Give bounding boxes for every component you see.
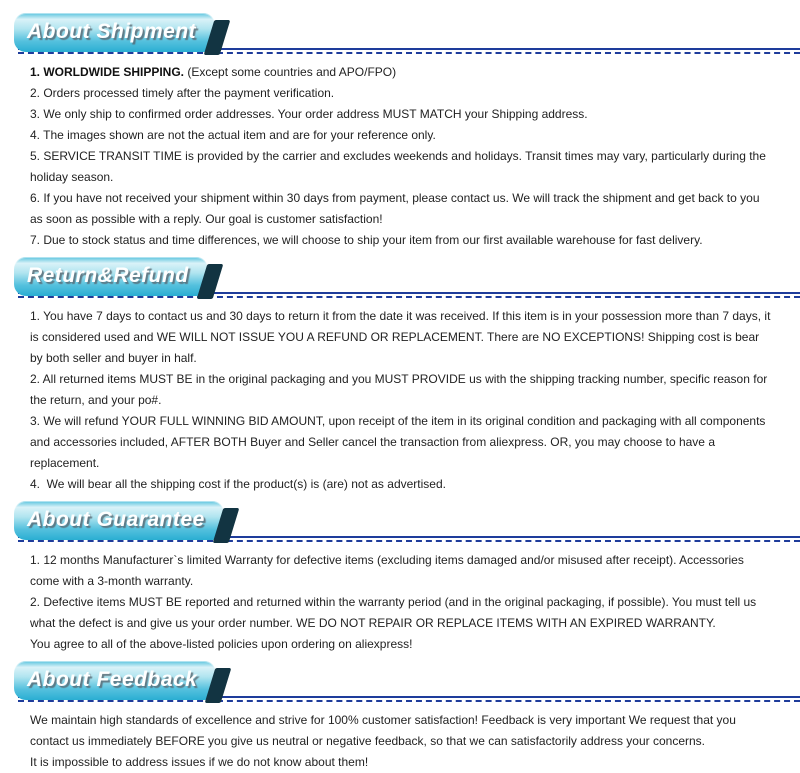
section-content-feedback — [30, 710, 774, 773]
policy-item: 3. We only ship to confirmed order addresses. Your order address MUST MATCH your Shipping address. — [30, 107, 588, 121]
policy-item: 5. SERVICE TRANSIT TIME is provided by the carrier and excludes weekends and holidays. Transit times may vary, particularly during the holiday season. — [30, 149, 770, 184]
section-title: Return&Refund — [27, 264, 189, 287]
section-badge-shipment — [14, 13, 215, 52]
divider-dashed-line — [18, 540, 800, 542]
section-header-feedback — [0, 661, 800, 703]
policy-item: 4. The images shown are not the actual item and are for your reference only. — [30, 128, 436, 142]
section-about-shipment — [0, 13, 800, 251]
policy-item: 2. Defective items MUST BE reported and returned within the warranty period (and in the original packaging, if possible). You must tell us what the defect is and give us your order number. WE DO NOT REPAIR OR REPLACE ITEMS WITH AN EXPIRED WARRANTY. — [30, 595, 760, 630]
section-badge-guarantee — [14, 501, 224, 540]
policy-item: You agree to all of the above-listed policies upon ordering on aliexpress! — [30, 637, 413, 651]
section-content-shipment — [30, 62, 774, 251]
policy-item: We maintain high standards of excellence and strive for 100% customer satisfaction! Feedback is very important We request that you contact us immediately BEFORE you give us neutral or negative feedback, so that we can satisfactorily address your concerns. — [30, 713, 740, 748]
section-return-refund — [0, 257, 800, 495]
policy-item: 2. All returned items MUST BE in the original packaging and you MUST PROVIDE us with the shipping tracking number, specific reason for the return, and your po#. — [30, 372, 771, 407]
policy-item: 7. Due to stock status and time differences, we will choose to ship your item from our first available warehouse for fast delivery. — [30, 233, 703, 247]
divider-dashed-line — [18, 700, 800, 702]
section-content-return-refund — [30, 306, 774, 495]
section-about-guarantee — [0, 501, 800, 655]
policy-item-bold-lead: 1. WORLDWIDE SHIPPING. — [30, 65, 185, 79]
section-title: About Shipment — [27, 20, 197, 43]
section-content-guarantee — [30, 550, 774, 655]
section-title: About Guarantee — [27, 508, 205, 531]
section-title: About Feedback — [27, 668, 198, 691]
section-badge-return-refund — [14, 257, 208, 296]
section-header-return-refund — [0, 257, 800, 299]
policy-item: 3. We will refund YOUR FULL WINNING BID AMOUNT, upon receipt of the item in its original condition and packaging with all components and accessories included, AFTER BOTH Buyer and Seller cancel the transaction from aliexpress. OR, you may choose to have a replacement. — [30, 414, 769, 470]
divider-dashed-line — [18, 52, 800, 54]
section-header-shipment — [0, 13, 800, 55]
divider-dashed-line — [18, 296, 800, 298]
section-about-feedback — [0, 661, 800, 773]
policy-item: 1. WORLDWIDE SHIPPING. (Except some countries and APO/FPO) — [30, 65, 397, 79]
policy-item: 4. We will bear all the shipping cost if the product(s) is (are) not as advertised. — [30, 477, 446, 491]
policy-item: 6. If you have not received your shipment within 30 days from payment, please contact us. We will track the shipment and get back to you as soon as possible with a reply. Our goal is customer satisfaction! — [30, 191, 763, 226]
policy-item: 1. You have 7 days to contact us and 30 days to return it from the date it was received. If this item is in your possession more than 7 days, it is considered used and WE WILL NOT ISSUE YOU A REFUND OR REPLACEMENT. There are NO EXCEPTIONS! Shipping cost is bear by both seller and buyer in half. — [30, 309, 774, 365]
section-badge-feedback — [14, 661, 216, 700]
policy-item: 2. Orders processed timely after the payment verification. — [30, 86, 335, 100]
section-header-guarantee — [0, 501, 800, 543]
policy-item: 1. 12 months Manufacturer`s limited Warranty for defective items (excluding items damaged and/or misused after receipt). Accessories come with a 3-month warranty. — [30, 553, 748, 588]
policy-item: It is impossible to address issues if we do not know about them! — [30, 755, 369, 769]
